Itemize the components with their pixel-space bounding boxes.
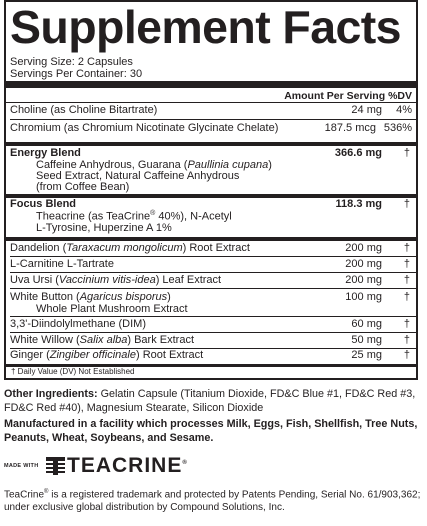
ingredient-name: Ginger (Zingiber officinale) Root Extract: [10, 349, 204, 361]
blend-ingredients-line: Theacrine (as TeaCrine® 40%), N-Acetyl: [36, 210, 232, 223]
nutrient-name: Chromium (as Chromium Nicotinate Glycinate Chelate): [10, 122, 279, 134]
ingredient-subline: Whole Plant Mushroom Extract: [36, 303, 188, 315]
row-divider: [10, 119, 416, 120]
supplement-facts-panel: [4, 0, 418, 380]
footnote: † Daily Value (DV) Not Established: [11, 367, 135, 376]
ingredient-amount: 25 mg: [351, 349, 382, 361]
row-divider: [10, 316, 416, 317]
logo-brand: TEACRINE®: [67, 454, 188, 477]
ingredient-amount: 50 mg: [351, 334, 382, 346]
nutrient-name: Choline (as Choline Bitartrate): [10, 104, 158, 116]
blend-amount: 366.6 mg: [334, 147, 382, 159]
blend-ingredients-line: L-Tyrosine, Huperzine A 1%: [36, 222, 172, 234]
nutrient-amount: 187.5 mcg: [324, 122, 376, 134]
section-divider: [6, 142, 416, 146]
ingredient-dv: †: [403, 334, 410, 346]
ingredient-dv: †: [403, 318, 410, 330]
allergen-statement: Manufactured in a facility which processes Milk, Eggs, Fish, Shellfish, Tree Nuts, Peanuts, Wheat, Soybeans, and Sesame.: [4, 418, 418, 444]
ingredient-name: L-Carnitine L-Tartrate: [10, 258, 114, 270]
ingredient-amount: 200 mg: [345, 258, 382, 270]
ingredient-dv: †: [403, 242, 410, 254]
row-divider: [6, 102, 416, 103]
ingredient-name: White Button (Agaricus bisporus): [10, 291, 171, 303]
ingredient-amount: 200 mg: [345, 242, 382, 254]
logo-made-with: MADE WITH: [4, 463, 39, 469]
blend-ingredients-line: (from Coffee Bean): [36, 181, 130, 193]
header-amount: Amount Per Serving: [284, 90, 386, 102]
blend-ingredients-line: Seed Extract, Natural Caffeine Anhydrous: [36, 170, 240, 182]
nutrient-dv: 536%: [383, 122, 412, 134]
ingredient-name: Uva Ursi (Vaccinium vitis-idea) Leaf Extract: [10, 274, 222, 286]
blend-dv: †: [403, 147, 410, 159]
ingredient-dv: †: [403, 274, 410, 286]
blend-ingredients-line: Caffeine Anhydrous, Guarana (Paullinia cupana): [36, 159, 272, 171]
servings-per-container: Servings Per Container: 30: [10, 68, 143, 80]
other-ingredients-label: Other Ingredients:: [4, 388, 98, 400]
column-header: [284, 90, 412, 102]
teacrine-mark-icon: [46, 457, 65, 475]
header-dv: %DV: [388, 90, 412, 102]
blend-name: Focus Blend: [10, 198, 77, 210]
panel-title: Supplement Facts: [10, 1, 401, 53]
ingredient-name: White Willow (Salix alba) Bark Extract: [10, 334, 194, 346]
ingredient-amount: 60 mg: [351, 318, 382, 330]
teacrine-logo: [4, 454, 188, 478]
section-divider: [6, 237, 416, 241]
blend-name: Energy Blend: [10, 147, 81, 159]
thick-divider: [6, 81, 416, 88]
blend-dv: †: [403, 198, 410, 210]
ingredient-amount: 200 mg: [345, 274, 382, 286]
ingredient-dv: †: [403, 349, 410, 361]
ingredient-name: 3,3'-Diindolylmethane (DIM): [10, 318, 146, 330]
other-ingredients-text: Gelatin Capsule (Titanium Dioxide, FD&C Blue #1, FD&C Red #3, FD&C Red #40), Magnesium Stearate, Silicon Dioxide: [4, 388, 416, 414]
row-divider: [10, 332, 416, 333]
serving-size: Serving Size: 2 Capsules: [10, 56, 133, 68]
other-ingredients: [4, 387, 424, 415]
trademark-notice: TeaCrine® is a registered trademark and protected by Patents Pending, Serial No. 61/903,362; under exclusive global distribution by Compound Solutions, Inc.: [4, 489, 421, 514]
row-divider: [10, 288, 416, 289]
row-divider: [10, 256, 416, 257]
ingredient-amount: 100 mg: [345, 291, 382, 303]
ingredient-name: Dandelion (Taraxacum mongolicum) Root Extract: [10, 242, 250, 254]
nutrient-dv: 4%: [396, 104, 412, 116]
ingredient-dv: †: [403, 258, 410, 270]
blend-amount: 118.3 mg: [335, 198, 382, 210]
nutrient-amount: 24 mg: [351, 104, 382, 116]
ingredient-dv: †: [403, 291, 410, 303]
row-divider: [10, 272, 416, 273]
